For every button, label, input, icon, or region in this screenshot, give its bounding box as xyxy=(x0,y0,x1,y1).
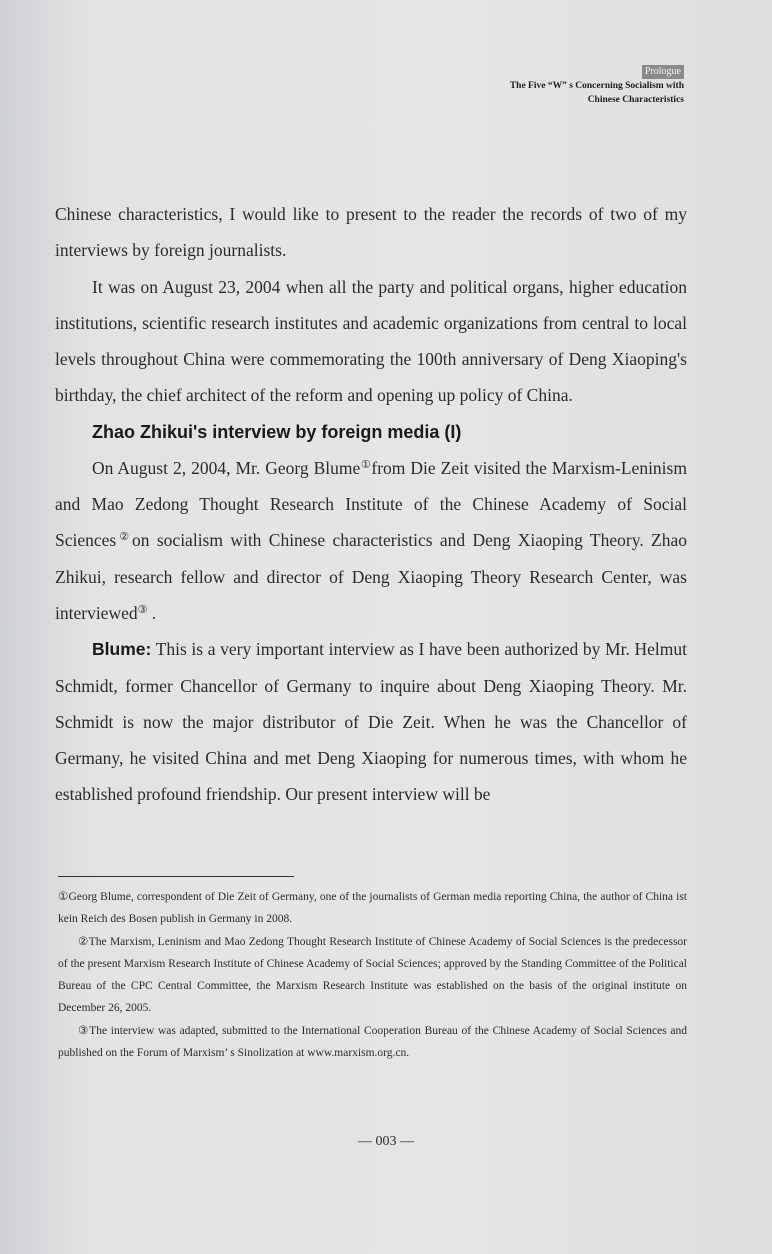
body-text xyxy=(55,196,687,813)
section-tag: Prologue xyxy=(642,65,684,79)
intro-text-2: from Die Zeit visited the Marxism-Leninism and Mao Zedong Thought Research Institute of the Chinese Academy of Social Sciences xyxy=(55,457,687,551)
page-number: — 003 — xyxy=(358,1134,414,1149)
footnote-2: ②The Marxism, Leninism and Mao Zedong Thought Research Institute of Chinese Academy of Social Sciences is the predecessor of the present Marxism Research Institute of Chinese Academy of Social Sciences; approved by the Standing Committee of the Political Bureau of the CPC Central Committee, the Marxism Research Institute was established on the basis of the original institute on December 26, 2005. xyxy=(58,935,687,1015)
header-title-line-1: The Five “W” s Concerning Socialism with xyxy=(509,81,684,91)
header-title-line-2: Chinese Characteristics xyxy=(587,95,684,105)
running-header xyxy=(510,61,684,107)
footnote-ref-1: ① xyxy=(360,458,372,471)
footnote-rule xyxy=(58,876,294,877)
blume-text: This is a very important interview as I have been authorized by Mr. Helmut Schmidt, former Chancellor of Germany to inquire about Deng Xiaoping Theory. Mr. Schmidt is now the major distributor of Die Zeit. When he was the Chancellor of Germany, he visited China and met Deng Xiaoping for numerous times, with whom he established profound friendship. Our present interview will be xyxy=(55,639,687,805)
footnote-3: ③The interview was adapted, submitted to the International Cooperation Bureau of the Chinese Academy of Social Sciences and published on the Forum of Marxism’ s Sinolization at www.marxism.org.cn. xyxy=(58,1024,687,1060)
footnote-ref-2: ② xyxy=(116,531,133,544)
blume-paragraph xyxy=(55,631,687,812)
intro-text-4: . xyxy=(147,602,157,623)
interview-intro-paragraph xyxy=(55,450,687,631)
paragraph: It was on August 23, 2004 when all the party and political organs, higher education institutions, scientific research institutes and academic organizations from central to local levels throughout China were commemorating the 100th anniversary of Deng Xiaoping's birthday, the chief architect of the reform and opening up policy of China. xyxy=(55,276,687,406)
speaker-label: Blume: xyxy=(92,639,152,660)
intro-text-3: on socialism with Chinese characteristics and Deng Xiaoping Theory. Zhao Zhikui, research fellow and director of Deng Xiaoping Theory Research Center, was interviewed xyxy=(55,530,687,623)
intro-text-1: On August 2, 2004, Mr. Georg Blume xyxy=(92,457,361,478)
section-heading: Zhao Zhikui's interview by foreign media (I) xyxy=(92,421,462,442)
footnote-ref-3: ③ xyxy=(137,603,148,616)
footnotes xyxy=(58,886,687,1064)
paragraph: Chinese characteristics, I would like to present to the reader the records of two of my interviews by foreign journalists. xyxy=(55,204,687,261)
footnote-1: ①Georg Blume, correspondent of Die Zeit of Germany, one of the journalists of German media reporting China, the author of China ist kein Reich des Bosen publish in Germany in 2008. xyxy=(58,891,687,926)
